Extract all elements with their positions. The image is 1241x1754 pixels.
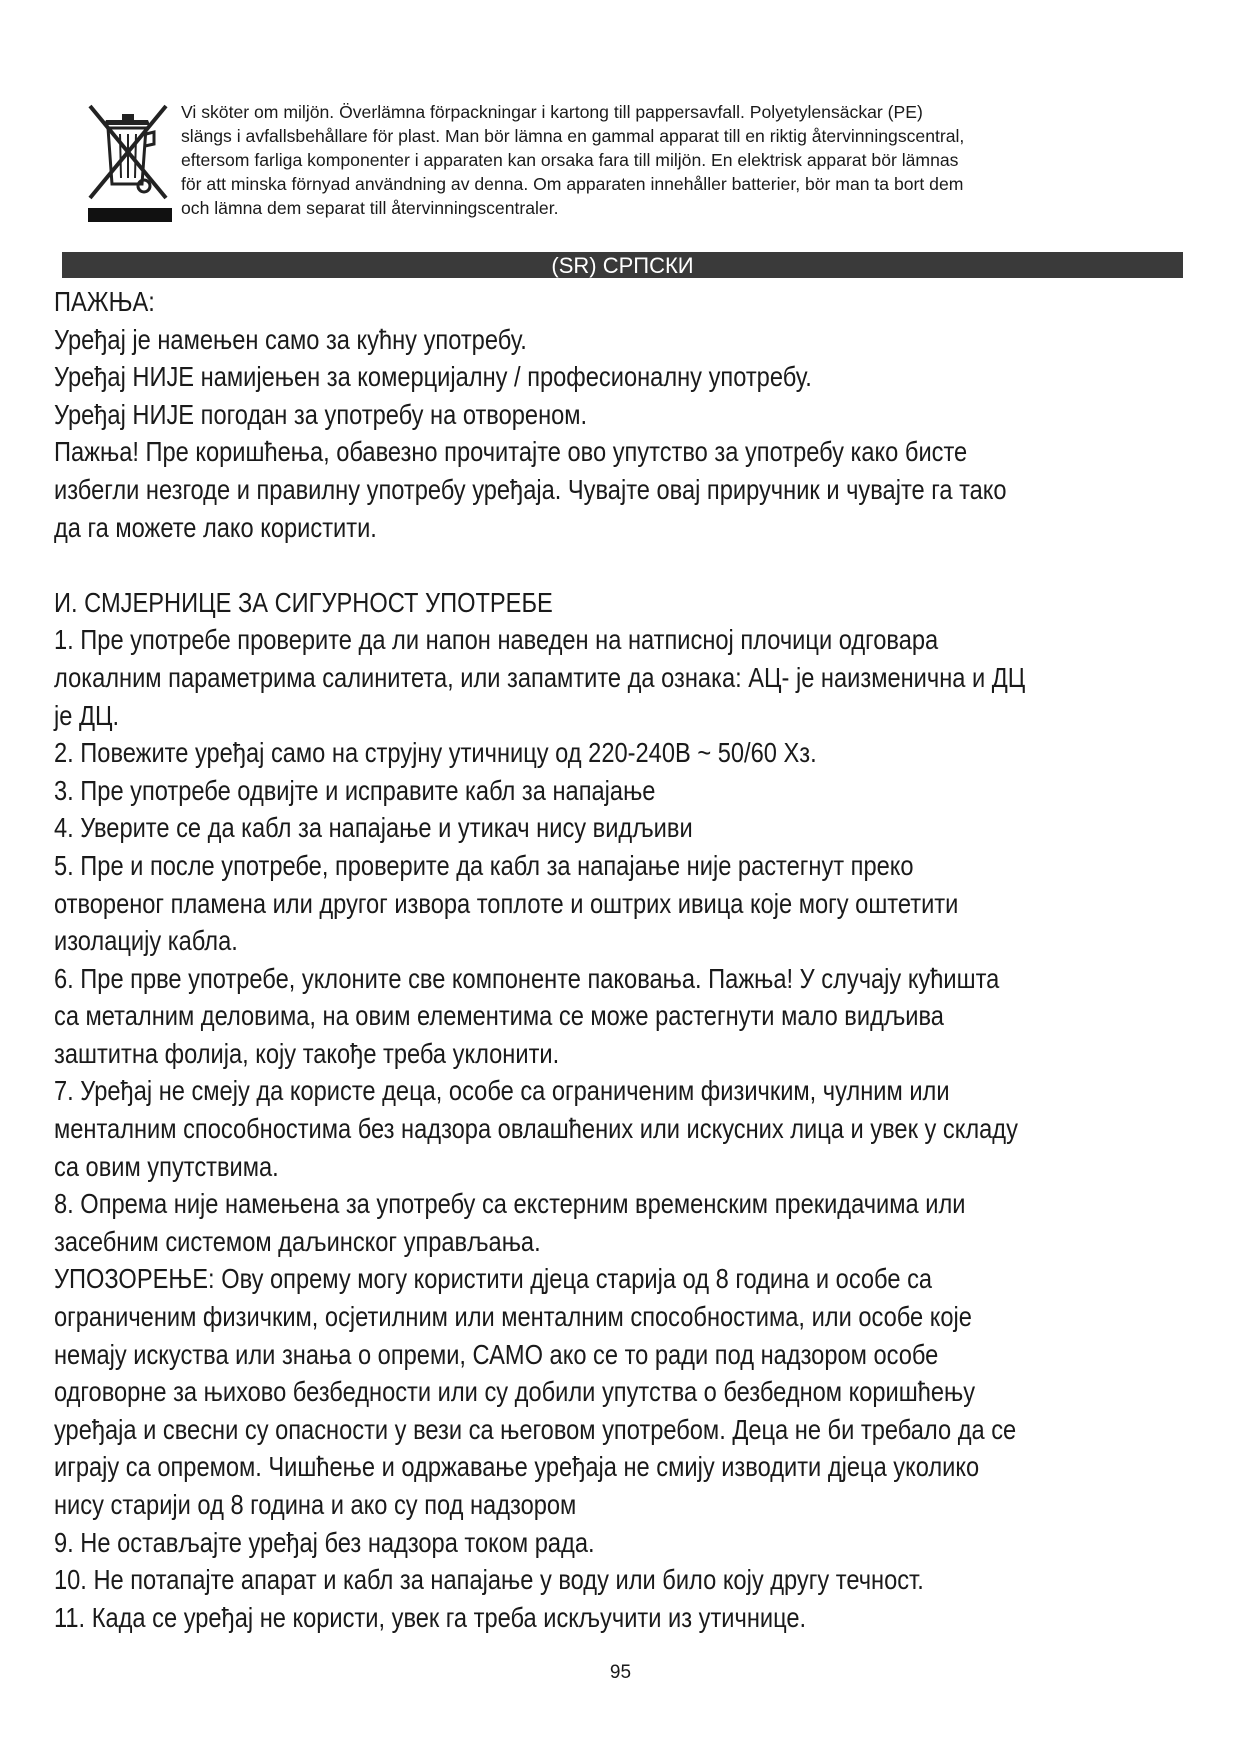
instruction-line: 5. Пре и после употребе, проверите да кабл за напајање није растегнут преко — [54, 849, 914, 881]
crossed-out-wheelie-bin-icon — [84, 98, 174, 226]
instruction-line: 8. Опрема није намењена за употребу са екстерним временским прекидачима или — [54, 1188, 966, 1220]
intro-line: Уређај НИЈЕ намијењен за комерцијалну / професионалну употребу. — [54, 361, 812, 393]
recycling-notice-line: slängs i avfallsbehållare för plast. Man bör lämna en gammal apparat till en riktig återvinningscentral, — [181, 126, 965, 146]
page-number: 95 — [609, 1662, 632, 1683]
instruction-line: 7. Уређај не смеју да користе деца, особе са ограниченим физичким, чулним или — [54, 1075, 950, 1107]
instruction-line: 9. Не остављајте уређај без надзора током рада. — [54, 1526, 595, 1558]
recycling-notice — [181, 100, 1181, 220]
warning-line: уређаја и свесни су опасности у вези са његовом употребом. Деца не би требало да се — [54, 1413, 1017, 1445]
warning-line: ограниченим физичким, осјетилним или менталним способностима, или особе које — [54, 1301, 972, 1333]
intro-line: избегли незгоде и правилну употребу уређаја. Чувајте овај приручник и чувајте га тако — [54, 473, 1007, 505]
instruction-line: 1. Пре употребе проверите да ли напон наведен на натписној плочици одговара — [54, 624, 939, 656]
attention-title: ПАЖЊА: — [54, 286, 155, 317]
instruction-line: са овим упутствима. — [54, 1150, 279, 1182]
recycling-notice-line: Vi sköter om miljön. Överlämna förpackningar i kartong till pappersavfall. Polyetylensäckar (PE) — [181, 102, 923, 122]
instruction-line: 10. Не потапајте апарат и кабл за напајање у воду или било коју другу течност. — [54, 1564, 924, 1596]
instruction-line: је ДЦ. — [54, 699, 120, 731]
instruction-line: 6. Пре прве употребе, уклоните све компоненте паковања. Пажња! У случају кућишта — [54, 962, 1000, 994]
warning-line: нису старији од 8 година и ако су под надзором — [54, 1489, 577, 1520]
intro-line: Уређај је намењен само за кућну употребу. — [54, 323, 527, 355]
instruction-line: 2. Повежите уређај само на струјну утичницу од 220-240В ~ 50/60 Хз. — [54, 737, 817, 769]
instruction-line: отвореног пламена или другог извора топлоте и оштрих ивица које могу оштетити — [54, 887, 959, 919]
paragraph-gap — [54, 546, 1026, 584]
intro-line: Пажња! Пре коришћења, обавезно прочитајте ово упутство за употребу како бисте — [54, 436, 968, 468]
warning-line: одговорне за њихово безбедности или су добили упутства о безбедном коришћењу — [54, 1376, 976, 1408]
section-title: И. СМЈЕРНИЦЕ ЗА СИГУРНОСТ УПОТРЕБЕ — [54, 586, 553, 618]
instruction-line: менталним способностима без надзора овлашћених или искусних лица и увек у складу — [54, 1113, 1018, 1145]
warning-line: немају искуства или знања о опреми, САМО ако се то ради под надзором особе — [54, 1338, 939, 1370]
instruction-line: са металним деловима, на овим елементима се може растегнути мало видљива — [54, 1000, 944, 1032]
recycling-notice-line: eftersom farliga komponenter i apparaten kan orsaka fara till miljön. En elektrisk apparat bör lämnas — [181, 150, 959, 170]
intro-line: да га можете лако користити. — [54, 511, 377, 543]
language-header-bar: (SR) СРПСКИ — [62, 252, 1183, 278]
instruction-line: 11. Када се уређај не користи, увек га треба искључити из утичнице. — [54, 1601, 807, 1633]
intro-line: Уређај НИЈЕ погодан за употребу на отвореном. — [54, 398, 588, 430]
warning-line: УПОЗОРЕЊЕ: Ову опрему могу користити дјеца старија од 8 година и особе са — [54, 1263, 933, 1295]
instruction-line: 3. Пре употребе одвијте и исправите кабл за напајање — [54, 774, 656, 806]
instruction-line: заштитна фолија, коју такође треба уклонити. — [54, 1037, 560, 1069]
recycling-notice-line: för att minska förnyad användning av denna. Om apparaten innehåller batterier, bör man ta bort dem — [181, 174, 964, 194]
recycling-notice-line: och lämna dem separat till återvinningscentraler. — [181, 198, 559, 218]
document-body — [54, 283, 1026, 1636]
instruction-line: изолацију кабла. — [54, 925, 238, 957]
instruction-line: 4. Уверите се да кабл за напајање и утикач нису видљиви — [54, 812, 693, 844]
warning-line: играју са опремом. Чишћење и одржавање уређаја не смију изводити дјеца уколико — [54, 1451, 980, 1483]
instruction-line: засебним системом даљинског управљања. — [54, 1225, 541, 1257]
instruction-line: локалним параметрима салинитета, или запамтите да ознака: АЦ- је наизменична и ДЦ — [54, 661, 1026, 693]
